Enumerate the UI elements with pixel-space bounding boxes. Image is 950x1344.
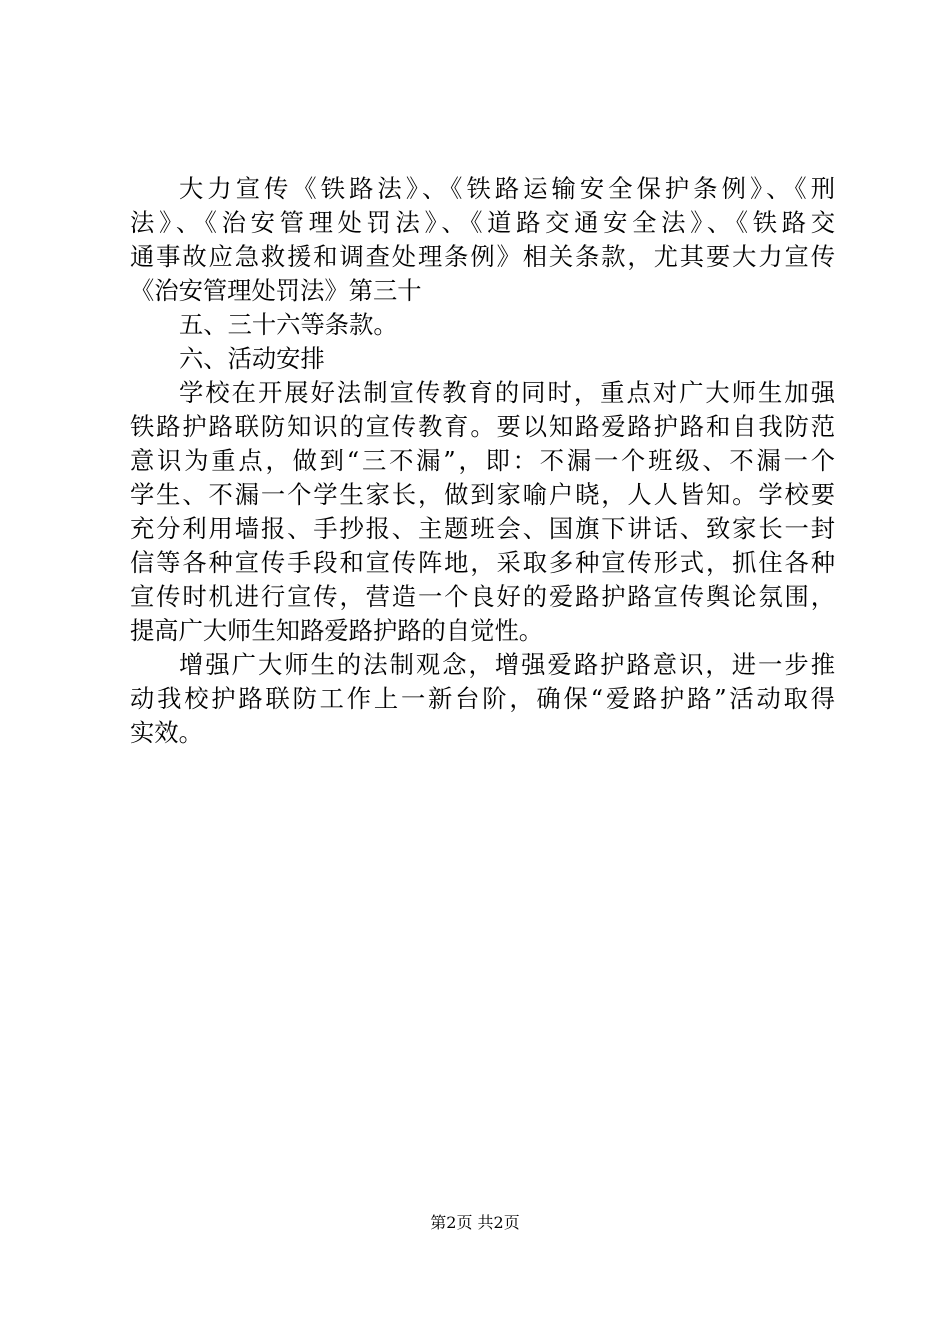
paragraph-line: 法》、《治安管理处罚法》、《道路交通安全法》、《铁路交 [130,208,835,237]
paragraph-line: 意识为重点，做到“三不漏”，即：不漏一个班级、不漏一个 [130,446,835,475]
paragraph-line: 动我校护路联防工作上一新台阶，确保“爱路护路”活动取得 [130,684,835,713]
document-body [130,172,835,750]
paragraph-line: 大力宣传《铁路法》、《铁路运输安全保护条例》、《刑 [179,174,835,203]
paragraph-line: 信等各种宣传手段和宣传阵地，采取多种宣传形式，抓住各种 [130,548,835,577]
paragraph-line: 《治安管理处罚法》第三十 [130,276,422,305]
paragraph-line: 充分利用墙报、手抄报、主题班会、国旗下讲话、致家长一封 [130,514,835,543]
page-footer [0,1213,950,1233]
page-number: 第2页 共2页 [430,1213,520,1232]
paragraph-line: 实效。 [130,718,203,747]
paragraph-line: 学校在开展好法制宣传教育的同时，重点对广大师生加强 [179,378,835,407]
section-heading: 六、活动安排 [179,344,325,373]
paragraph-line: 五、三十六等条款。 [179,310,398,339]
paragraph-line: 增强广大师生的法制观念，增强爱路护路意识，进一步推 [179,650,835,679]
paragraph-line: 通事故应急救援和调查处理条例》相关条款，尤其要大力宣传 [130,242,835,271]
paragraph-line: 提高广大师生知路爱路护路的自觉性。 [130,616,544,645]
paragraph-line: 学生、不漏一个学生家长，做到家喻户晓，人人皆知。学校要 [130,480,835,509]
paragraph-line: 铁路护路联防知识的宣传教育。要以知路爱路护路和自我防范 [130,412,835,441]
paragraph-line: 宣传时机进行宣传，营造一个良好的爱路护路宣传舆论氛围， [130,582,835,611]
